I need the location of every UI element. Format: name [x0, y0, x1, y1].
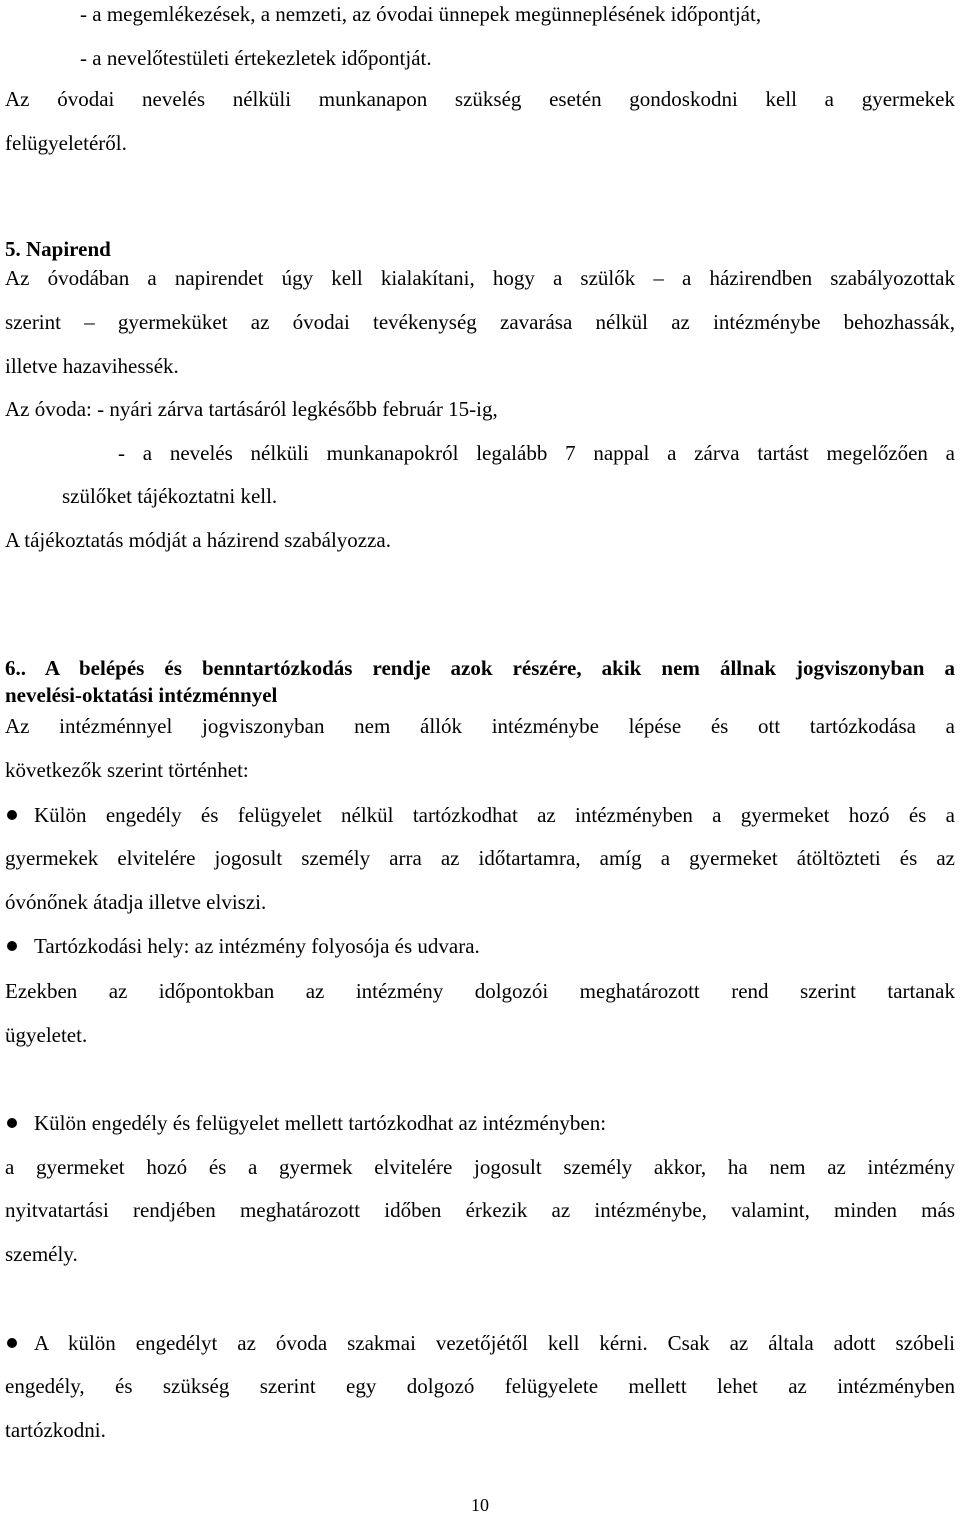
paragraph-line: Az intézménnyel jogviszonyban nem állók intézménybe lépése és ott tartózkodása a: [5, 714, 955, 738]
paragraph-line: A tájékoztatás módját a házirend szabályozza.: [5, 528, 391, 552]
paragraph-line: ügyeletet.: [5, 1023, 88, 1047]
page-number: 10: [471, 1495, 489, 1515]
list-item: Külön engedély és felügyelet mellett tartózkodhat az intézményben:: [34, 1111, 607, 1135]
list-line: - a nevelőtestületi értekezletek időpontját.: [80, 46, 432, 70]
paragraph-line: személy.: [5, 1242, 78, 1266]
section-heading: nevelési-oktatási intézménnyel: [5, 683, 278, 707]
paragraph-line: a gyermeket hozó és a gyermek elvitelére jogosult személy akkor, ha nem az intézmény: [5, 1155, 955, 1179]
paragraph-line: tartózkodni.: [5, 1418, 106, 1442]
paragraph-line: óvónőnek átadja illetve elviszi.: [5, 890, 267, 914]
paragraph-line: Az óvodai nevelés nélküli munkanapon szükség esetén gondoskodni kell a gyermekek: [5, 87, 955, 111]
bullet-icon: [5, 939, 19, 953]
paragraph-line: gyermekek elvitelére jogosult személy arra az időtartamra, amíg a gyermeket átöltözteti és az: [5, 846, 955, 870]
section-heading: 5. Napirend: [5, 237, 111, 261]
paragraph-line: következők szerint történhet:: [5, 758, 249, 782]
paragraph-line: nyitvatartási rendjében meghatározott időben érkezik az intézménybe, valamint, minden más: [5, 1198, 955, 1222]
bullet-icon: [5, 1336, 19, 1350]
paragraph-line: Az óvoda: - nyári zárva tartásáról legkésőbb február 15-ig,: [5, 397, 498, 421]
paragraph-line: Ezekben az időpontokban az intézmény dolgozói meghatározott rend szerint tartanak: [5, 979, 955, 1003]
list-item: A külön engedélyt az óvoda szakmai vezetőjétől kell kérni. Csak az általa adott szóbeli: [34, 1331, 955, 1355]
paragraph-line: engedély, és szükség szerint egy dolgozó felügyelete mellett lehet az intézményben: [5, 1374, 955, 1398]
paragraph-line: Az óvodában a napirendet úgy kell kialakítani, hogy a szülők – a házirendben szabályozottak: [5, 266, 955, 290]
paragraph-line: illetve hazavihessék.: [5, 354, 179, 378]
list-line: - a megemlékezések, a nemzeti, az óvodai ünnepek megünneplésének időpontját,: [80, 2, 762, 26]
bullet-icon: [5, 808, 19, 822]
paragraph-line: felügyeletéről.: [5, 131, 127, 155]
paragraph-line: szerint – gyermeküket az óvodai tevékenység zavarása nélkül az intézménybe behozhassák,: [5, 310, 955, 334]
paragraph-line: szülőket tájékoztatni kell.: [62, 484, 278, 508]
bullet-icon: [5, 1116, 19, 1130]
paragraph-line: - a nevelés nélküli munkanapokról legalább 7 nappal a zárva tartást megelőzően a: [118, 441, 955, 465]
list-item: Tartózkodási hely: az intézmény folyosója és udvara.: [34, 934, 480, 958]
list-item: Külön engedély és felügyelet nélkül tartózkodhat az intézményben a gyermeket hozó és a: [34, 803, 955, 827]
section-heading: 6.. A belépés és benntartózkodás rendje azok részére, akik nem állnak jogviszonyban a: [5, 656, 955, 680]
